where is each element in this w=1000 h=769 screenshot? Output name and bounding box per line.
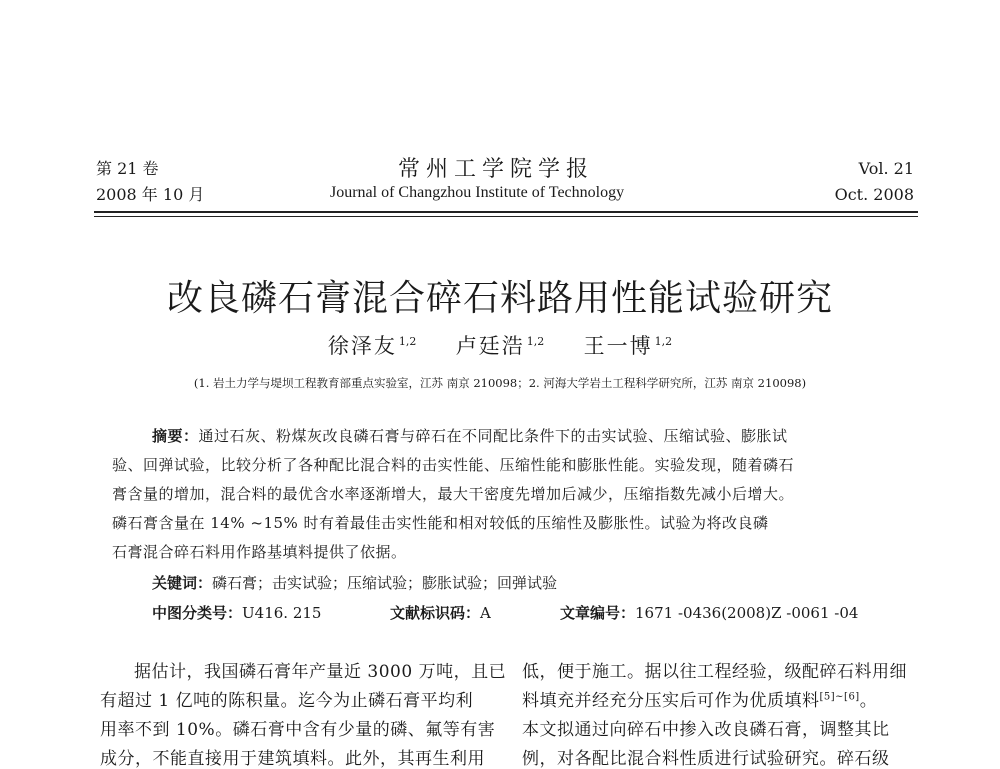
volume-en-label: Vol. 21 — [858, 159, 914, 178]
clc-label: 中图分类号： — [152, 604, 243, 622]
citation-mark: [5]~[6] — [819, 691, 860, 703]
body-right-line: 例，对各配比混合料性质进行试验研究。碎石级 — [522, 749, 890, 769]
journal-title-en: Journal of Changzhou Institute of Technology — [330, 184, 625, 201]
author-name: 徐泽友 — [327, 334, 397, 358]
body-right-line: 低，便于施工。据以往工程经验，级配碎石料用细 — [522, 662, 907, 682]
article-number: 文章编号：1671 -0436(2008)Z -0061 -04 — [560, 604, 859, 622]
author-affiliation-mark: 1,2 — [398, 335, 417, 348]
clc-number: 中图分类号：U416. 215 — [152, 604, 322, 622]
author-list — [0, 330, 1000, 360]
body-right-line: 本文拟通过向碎石中掺入改良磷石膏，调整其比 — [522, 720, 890, 740]
article-number-label: 文章编号： — [560, 604, 636, 622]
author-affiliation-mark: 1,2 — [526, 335, 545, 348]
abstract-line: 石膏混合碎石料用作路基填料提供了依据。 — [112, 543, 407, 561]
author-name: 卢廷浩 — [455, 334, 525, 358]
date-en-label: Oct. 2008 — [834, 185, 914, 204]
abstract-line: 膏含量的增加，混合料的最优含水率逐渐增大，最大干密度先增加后减少，压缩指数先减小后增大。 — [112, 485, 795, 503]
body-left-line: 有超过 1 亿吨的陈积量。迄今为止磷石膏平均利 — [100, 691, 474, 711]
article-title: 改良磷石膏混合碎石料路用性能试验研究 — [166, 278, 833, 319]
author-name: 王一博 — [583, 334, 653, 358]
abstract-line: 摘要：通过石灰、粉煤灰改良磷石膏与碎石在不同配比条件下的击实试验、压缩试验、膨胀试 — [152, 427, 788, 445]
author-affiliation-mark: 1,2 — [654, 335, 673, 348]
abstract-label: 摘要： — [152, 427, 199, 445]
volume-label: 第 21 卷 — [96, 159, 159, 178]
keywords-label: 关键词： — [152, 574, 213, 592]
doc-label: 文献标识码： — [390, 604, 481, 622]
affiliations: (1. 岩土力学与堤坝工程教育部重点实验室，江苏 南京 210098；2. 河海大学岩土工程科学研究所，江苏 南京 210098) — [193, 376, 807, 390]
header-rule-thin — [94, 216, 918, 217]
journal-title-cn: 常州工学院学报 — [398, 156, 595, 181]
keywords — [152, 572, 557, 593]
body-left-line: 据估计，我国磷石膏年产量近 3000 万吨，且已 — [134, 662, 507, 682]
abstract-line: 磷石膏含量在 14% ~15% 时有着最佳击实性能和相对较低的压缩性及膨胀性。试验为将改良磷 — [112, 514, 769, 532]
body-left-line: 成分，不能直接用于建筑填料。此外，其再生利用 — [100, 749, 485, 769]
date-cn-label: 2008 年 10 月 — [96, 185, 205, 204]
header-rule-thick — [94, 211, 918, 213]
body-right-line: 料填充并经充分压实后可作为优质填料[5]~[6]。 — [522, 691, 878, 711]
body-left-line: 用率不到 10%。磷石膏中含有少量的磷、氟等有害 — [100, 720, 496, 740]
keywords-value: 磷石膏；击实试验；压缩试验；膨胀试验；回弹试验 — [212, 574, 558, 592]
abstract-line: 验、回弹试验，比较分析了各种配比混合料的击实性能、压缩性能和膨胀性能。实验发现，随着磷石 — [112, 456, 795, 474]
doc-code: 文献标识码：A — [390, 604, 491, 622]
